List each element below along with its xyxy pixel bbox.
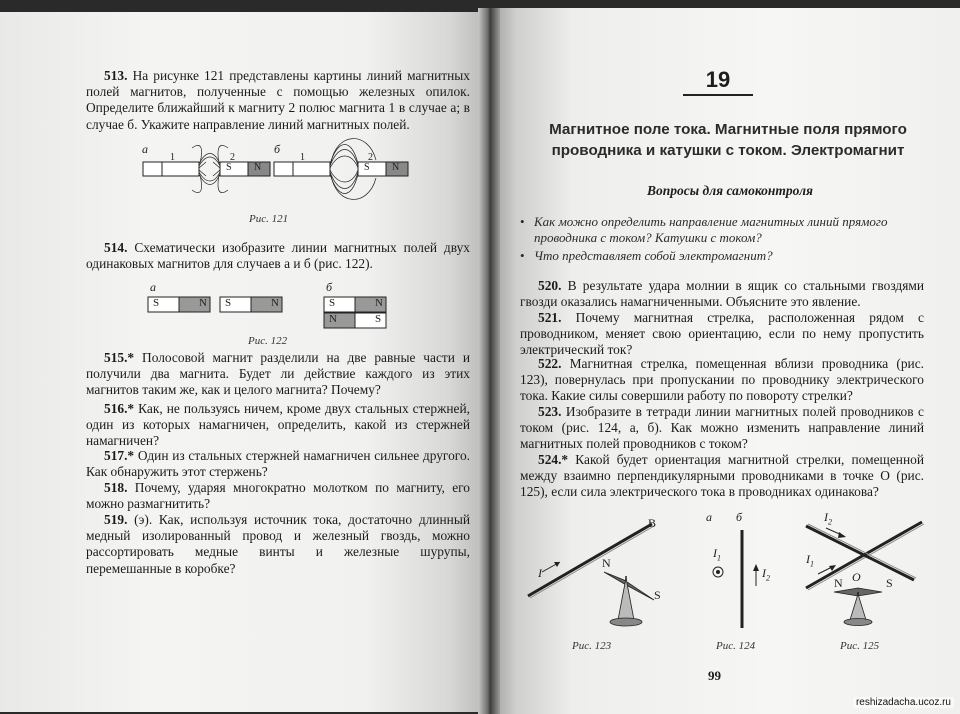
fig123-label-n: N	[602, 556, 611, 570]
problem-519: 519. (э). Как, используя источник тока, достаточно длинный медный изолированный провод и железный гвоздь, можно рассортировать медные винты и железные шурупы, перемешанные в коробке?	[86, 512, 470, 576]
fig123-label-i: I	[538, 566, 542, 580]
fig125-caption: Рис. 125	[840, 640, 880, 652]
fig124-label-b: б	[736, 510, 743, 524]
bullet-icon: •	[520, 214, 525, 229]
fig122-caption: Рис. 122	[248, 335, 288, 347]
fig121-pole-n-a: N	[254, 162, 262, 173]
fig121-label-a: а	[142, 142, 148, 156]
fig123-label-b: B	[648, 516, 657, 530]
fig125-label-i2: $I_2$	[824, 510, 832, 527]
fig121-pole-s-b: S	[364, 162, 370, 173]
section-title: Вопросы для самоконтроля	[647, 183, 813, 198]
fig122-s4: S	[375, 313, 382, 325]
fig123-label-s: S	[654, 588, 661, 602]
fig124-label-i1: $I_1$	[713, 546, 721, 563]
problem-518: 518. Почему, ударяя многократно молотком по магниту, его можно размагнитить?	[86, 480, 470, 512]
fig123-caption: Рис. 123	[572, 640, 612, 652]
fig122-label-a: а	[150, 280, 156, 294]
fig121-pole-s-a: S	[226, 162, 232, 173]
self-check-question-1: • Как можно определить направление магнитных линий прямого проводника с током? Катушки с током?	[520, 214, 888, 245]
problem-517: 517.* Один из стальных стержней намагничен сильнее другого. Как обнаружить этот стержень?	[86, 448, 470, 480]
chapter-title: Магнитное поле тока. Магнитные поля прямого проводника и катушки с током. Электромагнит	[549, 121, 907, 159]
fig122-n2: N	[271, 297, 279, 309]
fig121-n1-a: 1	[170, 152, 175, 163]
problem-520: 520. В результате удара молнии в ящик со стальными гвоздями гвозди оказались намагниченными. Объясните это явление.	[520, 278, 924, 310]
fig124-label-i2: $I_2$	[762, 566, 770, 583]
figure-125	[796, 512, 936, 632]
fig125-label-o: O	[852, 570, 861, 584]
problem-521: 521. Почему магнитная стрелка, расположенная рядом с проводником, меняет свою ориентацию, если по нему пропустить электрический ток?	[520, 310, 924, 358]
fig122-s2: S	[225, 297, 232, 309]
figure-124	[704, 520, 764, 630]
fig121-n2-a: 2	[230, 152, 235, 163]
fig124-caption: Рис. 124	[716, 640, 756, 652]
problem-524: 524.* Какой будет ориентация магнитной стрелки, помещенной между взаимно перпендикулярными проводниками в точке О (рис. 125), если сила электрического тока в проводниках одинакова?	[520, 452, 924, 500]
chapter-number: 19	[705, 67, 731, 92]
problem-515: 515.* Полосовой магнит разделили на две равные части и получили два магнита. Будет ли действие каждого из этих магнитов таким же, как и целого магнита? Почему?	[86, 350, 470, 398]
fig125-label-i1: $I_1$	[806, 552, 814, 569]
problem-523: 523. Изобразите в тетради линии магнитных полей проводников с током (рис. 124, а, б). Как можно изменить направление линий магнитных полей проводников с током?	[520, 404, 924, 452]
fig122-n1: N	[199, 297, 207, 309]
page-number: 99	[708, 668, 721, 683]
fig121-label-b: б	[274, 142, 281, 156]
fig122-label-b: б	[326, 280, 333, 294]
fig125-label-n: N	[834, 576, 843, 590]
fig122-s1: S	[153, 297, 160, 309]
self-check-question-2: • Что представляет собой электромагнит?	[520, 248, 773, 263]
problem-522: 522. Магнитная стрелка, помещенная вблизи проводника (рис. 123), повернулась при пропускании по проводнику электрического тока. Какие силы совершили работу по повороту стрелки?	[520, 356, 924, 404]
site-watermark: reshizadacha.ucoz.ru	[853, 697, 954, 708]
magnet-1b	[274, 162, 330, 176]
fig125-label-s: S	[886, 576, 893, 590]
fig124-label-a: а	[706, 510, 712, 524]
book-gutter	[478, 8, 500, 714]
fig121-pole-n-b: N	[392, 162, 400, 173]
fig122-n3: N	[375, 297, 383, 309]
problem-513: 513. На рисунке 121 представлены картины линий магнитных полей магнитов, полученные с помощью железных опилок. Определите ближайший к магниту 2 полюс магнита 1 в случае а; в случае б. Укажите направление линий магнитных полей.	[86, 68, 470, 132]
fig122-s3: S	[329, 297, 336, 309]
chapter-rule	[683, 94, 753, 96]
fig121-n2-b: 2	[368, 152, 373, 163]
fig121-n1-b: 1	[300, 152, 305, 163]
figure-121	[140, 142, 430, 212]
magnet-1a	[143, 162, 199, 176]
fig122-n4: N	[329, 313, 337, 325]
problem-516: 516.* Как, не пользуясь ничем, кроме двух стальных стержней, один из которых намагничен, определить, какой из стержней намагничен?	[86, 401, 470, 449]
problem-514: 514. Схематически изобразите линии магнитных полей двух одинаковых магнитов для случаев а и б (рис. 122).	[86, 240, 471, 272]
fig121-caption: Рис. 121	[249, 213, 289, 225]
bullet-icon: •	[520, 248, 525, 263]
